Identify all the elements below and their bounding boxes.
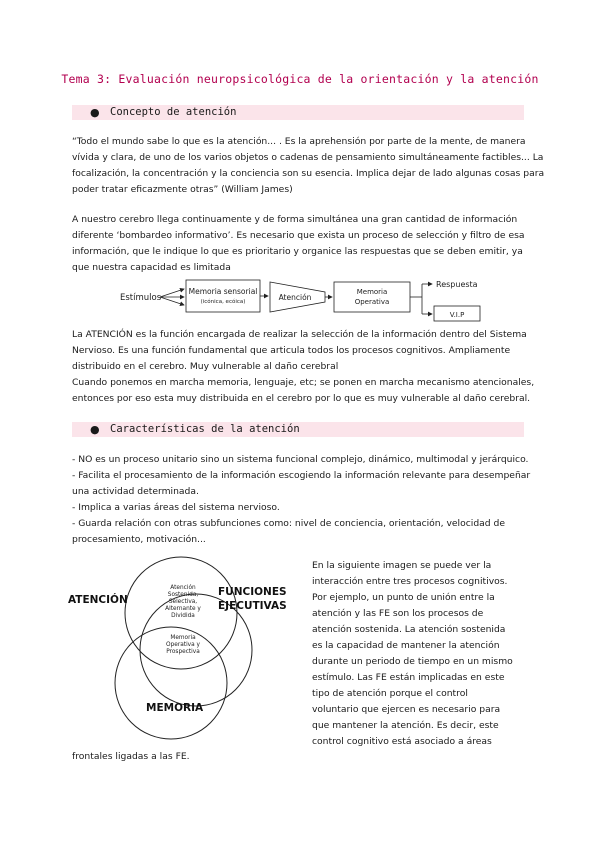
section-heading-caracteristicas (72, 422, 524, 437)
list-item: una actividad determinada. (72, 486, 199, 497)
closing-line (72, 749, 532, 765)
arrow-line (160, 289, 184, 297)
text-line: A nuestro cerebro llega continuamente y de forma simultánea una gran cantidad de información (72, 214, 518, 225)
text-line: diferente ‘bombardeo informativo’. Es necesario que exista un proceso de selección y filtro de esa (72, 230, 525, 241)
memoria-operativa-box (334, 282, 410, 312)
venn-inner-text: Operativa y (166, 642, 200, 648)
venn-label-ejecutivas: EJECUTIVAS (218, 600, 287, 612)
respuesta-label: Respuesta (436, 280, 478, 289)
characteristics-list (72, 452, 532, 548)
text-line: control cognitivo está asociado a áreas (312, 736, 492, 747)
memoria-sensorial-box (186, 280, 260, 312)
text-line: atención y las FE son los procesos de (312, 608, 484, 619)
memoria-operativa-label-2: Operativa (354, 298, 390, 306)
list-item: - Guarda relación con otras subfunciones como: nivel de conciencia, orientación, velocidad de (72, 518, 506, 529)
quote-paragraph (72, 134, 545, 198)
text-line: que nuestra capacidad es limitada (72, 262, 231, 273)
memoria-sensorial-label: Memoria sensorial (188, 287, 258, 296)
text-line: estímulo. Las FE están implicadas en este (312, 672, 505, 683)
text-line: tipo de atención porque el control (312, 688, 468, 699)
text-line: atención sostenida. La atención sostenida (312, 624, 506, 635)
section-heading-text: Características de la atención (110, 423, 300, 435)
section-heading-concepto (72, 105, 524, 120)
arrow-line (160, 297, 184, 305)
text-line: Nervioso. Es una función fundamental que articula todos los procesos cognitivos. Ampliamente (72, 345, 511, 356)
text-line: información, que le indique lo que es prioritario y organice las respuestas que se deben emitir, ya (72, 246, 523, 257)
venn-inner-text: Memoria (170, 635, 196, 641)
text-line: La ATENCIÓN es la función encargada de realizar la selección de la información dentro del Sistema (72, 329, 527, 340)
list-item: - NO es un proceso unitario sino un sistema funcional complejo, dinámico, multimodal y jerárquico. (72, 454, 529, 465)
section-heading-text: Concepto de atención (110, 106, 237, 118)
venn-label-funciones: FUNCIONES (218, 586, 287, 598)
estimulos-label: Estímulos (120, 293, 162, 303)
text-line: “Todo el mundo sabe lo que es la atención... . Es la aprehensión por parte de la mente, de manera (72, 136, 526, 147)
text-line: vívida y clara, de uno de los varios objetos o cadenas de pensamiento simultáneamente factibles... La (72, 152, 544, 163)
text-line: es la capacidad de mantener la atención (312, 640, 500, 651)
page-title: Tema 3: Evaluación neuropsicológica de la orientación y la atención (61, 72, 539, 86)
intro-paragraph (72, 212, 532, 276)
venn-inner-text: Alternante y (165, 606, 201, 612)
text-line: frontales ligadas a las FE. (72, 751, 190, 762)
venn-inner-text: Sostenida, (167, 592, 199, 598)
venn-diagram (66, 555, 306, 745)
text-line: voluntario que ejercen es necesario para (312, 704, 501, 715)
text-line: durante un periodo de tiempo en un mismo (312, 656, 513, 667)
text-line: Por ejemplo, un punto de unión entre la (312, 592, 495, 603)
atencion-paragraph (72, 327, 535, 407)
venn-inner-text: Atención (170, 585, 196, 591)
text-line: En la siguiente imagen se puede ver la (312, 560, 492, 571)
atencion-label: Atención (278, 293, 312, 302)
vip-label: V.I.P (449, 311, 465, 319)
text-line: que mantener la atención. Es decir, este (312, 720, 499, 731)
text-line: interacción entre tres procesos cognitivos. (312, 576, 508, 587)
venn-inner-text: Selectiva, (168, 599, 198, 605)
text-line: Cuando ponemos en marcha memoria, lenguaje, etc; se ponen en marcha mecanismo atencionales, (72, 377, 535, 388)
venn-label-atencion: ATENCIÓN (68, 594, 128, 606)
list-item: - Implica a varias áreas del sistema nervioso. (72, 502, 280, 513)
venn-label-memoria: MEMORIA (146, 702, 204, 714)
text-line: focalización, la concentración y la conciencia son su esencia. Implica dejar de lado algunas cosas para (72, 168, 545, 179)
list-item: procesamiento, motivación... (72, 534, 206, 545)
venn-inner-text: Prospectiva (166, 649, 200, 655)
bullet-icon: ● (90, 423, 100, 436)
text-line: poder tratar eficazmente otras” (William James) (72, 184, 293, 195)
venn-description (312, 558, 532, 750)
text-line: entonces por eso esta muy distribuida en el cerebro por lo que es muy vulnerable al daño cerebral. (72, 393, 531, 404)
list-item: - Facilita el procesamiento de la información escogiendo la información relevante para desempeñar (72, 470, 531, 481)
attention-flow-diagram (110, 276, 510, 326)
text-line: distribuido en el cerebro. Muy vulnerable al daño cerebral (72, 361, 339, 372)
memoria-sensorial-sub: (icónica, ecóica) (200, 299, 246, 305)
memoria-operativa-label: Memoria (356, 288, 388, 296)
bullet-icon: ● (90, 106, 100, 119)
venn-inner-text: Dividida (171, 613, 195, 619)
